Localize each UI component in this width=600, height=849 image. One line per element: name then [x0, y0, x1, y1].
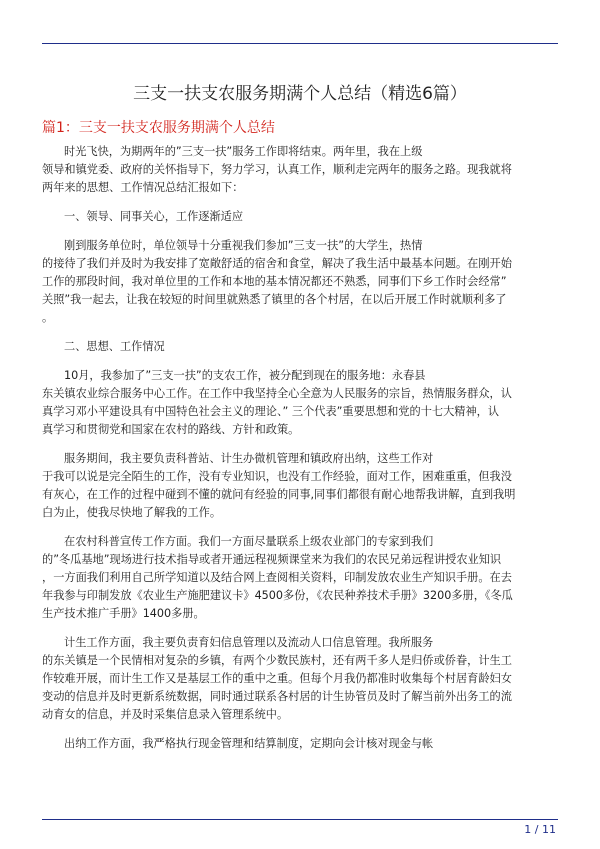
paragraph-line: 年我参与印制发放《农业生产施肥建议卡》4500多份，《农民种养技术手册》3200多册，《冬瓜	[42, 589, 513, 602]
paragraph	[42, 237, 558, 327]
header-rule	[42, 43, 558, 44]
paragraph-line: 二、思想、工作情况	[64, 340, 165, 353]
paragraph-line: 的东关镇是一个民情相对复杂的乡镇，有两个少数民族村，还有两千多人是归侨或侨眷，计生工	[42, 654, 512, 667]
paragraph-line: ，一方面我们利用自己所学知道以及结合网上查阅相关资料，印制发放农业生产知识手册。在去	[42, 571, 512, 584]
paragraph-line: 作较难开展，而计生工作又是基层工作的重中之重。但每个月我仍都准时收集每个村居育龄妇女	[42, 672, 512, 685]
paragraph	[42, 367, 558, 439]
paragraph-line: 生产技术推广手册》1400多册。	[42, 607, 205, 620]
paragraph	[42, 338, 558, 356]
paragraph-line: 刚到服务单位时，单位领导十分重视我们参加”三支一扶”的大学生，热情	[64, 239, 423, 252]
paragraph	[42, 450, 558, 522]
paragraph-line: 有灰心，在工作的过程中碰到不懂的就问有经验的同事,同事们都很有耐心地帮我讲解，直到我明	[42, 488, 516, 501]
paragraph-line: 白为止，使我尽快地了解我的工作。	[42, 506, 222, 519]
paragraph-line: 计生工作方面，我主要负责育妇信息管理以及流动人口信息管理。我所服务	[64, 636, 434, 649]
paragraph-line: 10月，我参加了”三支一扶”的支农工作，被分配到现在的服务地：永春县	[64, 369, 426, 382]
paragraph	[42, 208, 558, 226]
paragraph-line: 两年来的思想、工作情况总结汇报如下：	[42, 181, 244, 194]
paragraph-line: 。	[42, 311, 54, 324]
paragraph	[42, 143, 558, 197]
section-title: 篇1：三支一扶支农服务期满个人总结	[42, 120, 275, 136]
paragraph	[42, 533, 558, 623]
page-number: 1 / 11	[524, 823, 556, 836]
paragraph	[42, 634, 558, 724]
paragraph-line: 出纳工作方面，我严格执行现金管理和结算制度，定期向会计核对现金与帐	[64, 737, 434, 750]
paragraph-line: 服务期间，我主要负责科普站、计生办微机管理和镇政府出纳，这些工作对	[64, 452, 434, 465]
page-title: 三支一扶支农服务期满个人总结（精选6篇）	[133, 84, 467, 104]
paragraph-line: 变动的信息并及时更新系统数据，同时通过联系各村居的计生协管员及时了解当前外出务工的流	[42, 690, 512, 703]
paragraph-line: 动育女的信息，并及时采集信息录入管理系统中。	[42, 708, 289, 721]
paragraph-line: 关照”我一起去，让我在较短的时间里就熟悉了镇里的各个村居，在以后开展工作时就顺利多了	[42, 293, 507, 306]
paragraph-line: 于我可以说是完全陌生的工作，没有专业知识，也没有工作经验，面对工作，困难重重，但我没	[42, 470, 512, 483]
paragraph-line: 的接待了我们并及时为我安排了宽敞舒适的宿舍和食堂，解决了我生活中最基本问题。在刚开始	[42, 257, 512, 270]
paragraph-line: 工作的那段时间，我对单位里的工作和本地的基本情况都还不熟悉，同事们下乡工作时会经常”	[42, 275, 507, 288]
document-body	[42, 143, 558, 753]
paragraph-line: 的”冬瓜基地”现场进行技术指导或者开通远程视频课堂来为我们的农民兄弟远程讲授农业知识	[42, 553, 502, 566]
paragraph-line: 领导和镇党委、政府的关怀指导下，努力学习，认真工作，顺利走完两年的服务之路。现我就将	[42, 163, 512, 176]
paragraph-line: 真学习邓小平建设具有中国特色社会主义的理论、” 三个代表”重要思想和党的十七大精神，认	[42, 405, 500, 418]
paragraph-line: 东关镇农业综合服务中心工作。在工作中我坚持全心全意为人民服务的宗旨，热情服务群众，认	[42, 387, 512, 400]
paragraph-line: 时光飞快，为期两年的”三支一扶”服务工作即将结束。两年里，我在上级	[64, 145, 423, 158]
paragraph	[42, 735, 558, 753]
footer-rule	[42, 819, 558, 820]
paragraph-line: 真学习和贯彻党和国家在农村的路线、方针和政策。	[42, 423, 300, 436]
paragraph-line: 一、领导、同事关心，工作逐渐适应	[64, 210, 244, 223]
paragraph-line: 在农村科普宣传工作方面。我们一方面尽量联系上级农业部门的专家到我们	[64, 535, 434, 548]
